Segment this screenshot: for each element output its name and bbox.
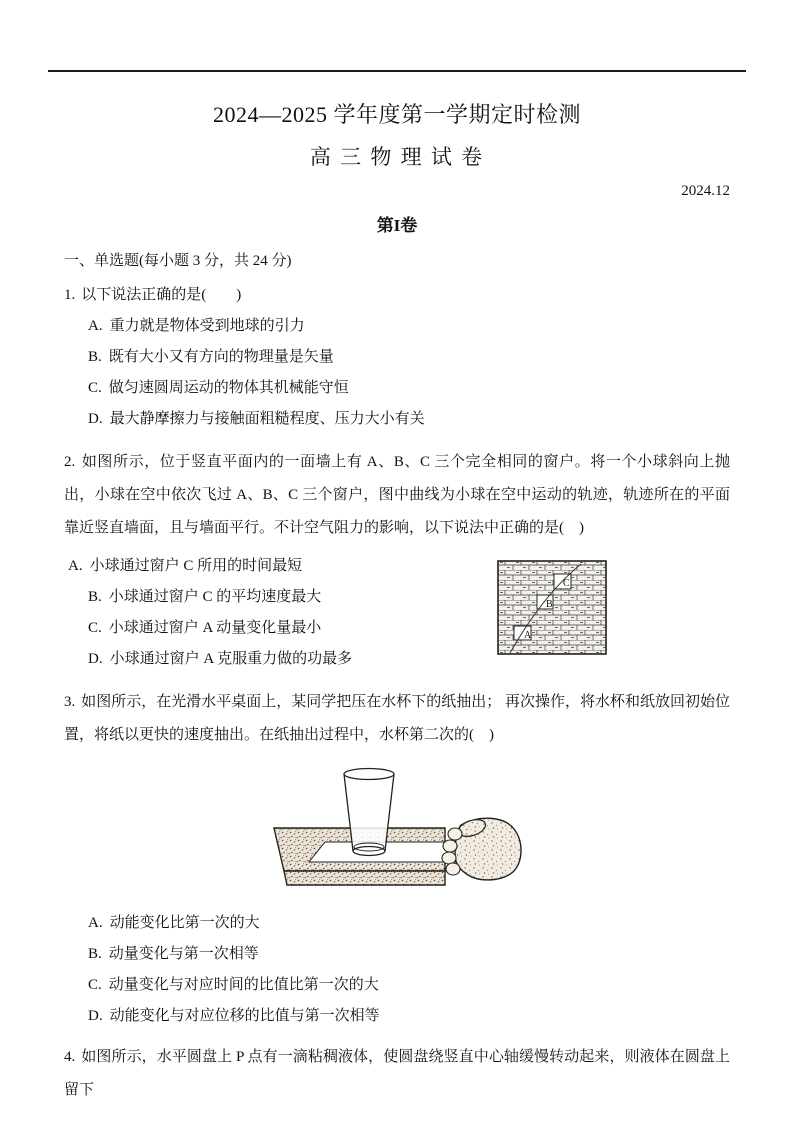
part-heading: 第I卷: [376, 216, 418, 235]
question-4: [64, 1041, 730, 1107]
finger: [443, 840, 457, 852]
option-text: 小球通过窗户 A 克服重力做的功最多: [109, 651, 353, 667]
question-number: 2.: [64, 454, 76, 470]
question-1-text: [64, 285, 730, 305]
hand: [442, 817, 521, 880]
question-2-text: [64, 446, 730, 545]
window-label-c: C: [563, 578, 570, 589]
question-stem: 如图所示，位于竖直平面内的一面墙上有 A、B、C 三个完全相同的窗户。将一个小球斜向上抛出，小球在空中依次飞过 A、B、C 三个窗户，图中曲线为小球在空中运动的轨迹，轨迹所在的平面靠近竖直墙面，且与墙面平行。不计空气阻力的影响，以下说法中正确的是( ): [64, 454, 730, 536]
option-row: [88, 618, 730, 638]
option-text: 动能变化与对应位移的比值与第一次相等: [109, 1008, 380, 1024]
option-label: A.: [68, 558, 83, 574]
option-label: C.: [88, 380, 102, 396]
option-label: D.: [88, 411, 103, 427]
exam-subtitle: 高 三 物 理 试 卷: [309, 145, 485, 169]
option-text: 做匀速圆周运动的物体其机械能守恒: [108, 380, 349, 396]
option-row: [68, 556, 730, 576]
question-3-text: [64, 686, 730, 752]
option-label: A.: [88, 915, 103, 931]
option-text: 动能变化比第一次的大: [109, 915, 260, 931]
question-number: 1.: [64, 287, 76, 303]
figure-cup-table: [265, 767, 530, 901]
question-3: [64, 686, 730, 1026]
question-2: [64, 446, 730, 669]
question-stem: 如图所示，在光滑水平桌面上，某同学把压在水杯下的纸抽出； 再次操作，将水杯和纸放回初始位置，将纸以更快的速度抽出。在纸抽出过程中，水杯第二次的( ): [64, 694, 731, 743]
option-label: D.: [88, 1008, 103, 1024]
figure-brick-wall: [497, 560, 607, 655]
option-text: 最大静摩擦力与接触面粗糙程度、压力大小有关: [109, 411, 425, 427]
exam-content: [0, 251, 794, 1107]
question-number: 4.: [64, 1049, 76, 1065]
option-label: B.: [88, 946, 102, 962]
exam-title: 2024—2025 学年度第一学期定时检测: [212, 102, 581, 127]
option-row: [88, 378, 730, 398]
option-row: [88, 409, 730, 429]
option-row: [88, 913, 730, 933]
question-4-text: [64, 1041, 730, 1107]
section-heading: 一、单选题(每小题 3 分，共 24 分): [64, 253, 292, 269]
option-row: [88, 587, 730, 607]
option-text: 重力就是物体受到地球的引力: [109, 318, 305, 334]
glass-cup: [344, 769, 394, 856]
option-row: [88, 975, 730, 995]
option-label: D.: [88, 651, 103, 667]
option-row: [88, 649, 730, 669]
question-stem: 如图所示，水平圆盘上 P 点有一滴粘稠液体，使圆盘绕竖直中心轴缓慢转动起来，则液体在圆盘上留下: [64, 1049, 730, 1098]
finger: [442, 852, 456, 864]
option-text: 小球通过窗户 C 所用的时间最短: [89, 558, 303, 574]
option-text: 小球通过窗户 A 动量变化量最小: [108, 620, 322, 636]
table-front-face: [284, 871, 445, 885]
option-text: 既有大小又有方向的物理量是矢量: [108, 349, 334, 365]
header-rule: [48, 70, 746, 72]
option-row: [88, 347, 730, 367]
question-number: 3.: [64, 694, 76, 710]
option-text: 小球通过窗户 C 的平均速度最大: [108, 589, 322, 605]
option-label: B.: [88, 349, 102, 365]
option-label: C.: [88, 620, 102, 636]
option-row: [88, 944, 730, 964]
exam-date: 2024.12: [681, 183, 730, 199]
option-label: A.: [88, 318, 103, 334]
question-2-options-area: [64, 556, 730, 669]
option-row: [88, 316, 730, 336]
window-label-b: B: [546, 599, 553, 610]
option-label: B.: [88, 589, 102, 605]
finger: [448, 828, 462, 840]
option-label: C.: [88, 977, 102, 993]
finger: [446, 863, 460, 875]
option-text: 动量变化与对应时间的比值比第一次的大: [108, 977, 379, 993]
question-1: [64, 285, 730, 429]
option-text: 动量变化与第一次相等: [108, 946, 259, 962]
window-label-a: A: [524, 630, 532, 641]
question-stem: 以下说法正确的是( ): [81, 287, 242, 303]
option-row: [88, 1006, 730, 1026]
